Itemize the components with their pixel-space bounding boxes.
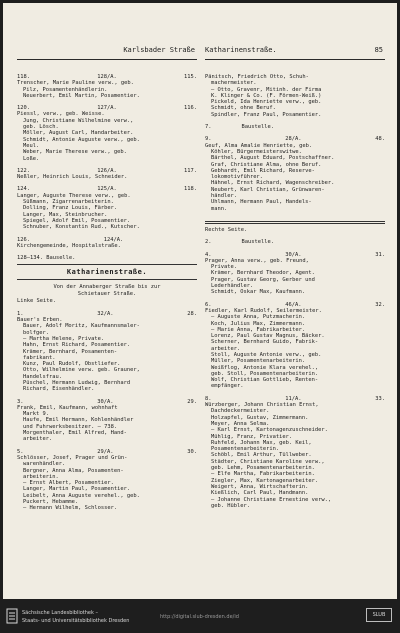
cadastre-number: 46/A. [285, 301, 302, 308]
cadastre-number: 125/A. [97, 186, 117, 193]
resident-line: mann. [211, 205, 228, 212]
resident-line: Fiedler, Karl Rudolf, Seilermeister. [205, 307, 322, 314]
resident-line: Bauer, Adolf Moritz, Kaufmannsmaler- [23, 323, 140, 330]
resident-line: Schlösser, Josef, Prager und Grün- [17, 454, 128, 461]
page-number: 85 [374, 46, 383, 54]
resident-line: Leibelt, Anna Auguste verehel., geb. [23, 492, 140, 499]
house-number: 3. [17, 398, 24, 405]
resident-line: Püschel, Hermann Ludwig, Bernhard [23, 379, 131, 386]
resident-line: Weißflog, Antonie Klara verehel., [211, 364, 319, 371]
insurance-number: 118. [184, 186, 197, 193]
resident-line: geb. Lösch. [23, 124, 59, 131]
street-section-title: Katharinenstraße. [66, 268, 148, 277]
cadastre-number: 11/A. [285, 395, 302, 402]
section-rule [17, 264, 197, 265]
insurance-number: 32. [375, 301, 385, 308]
resident-line: händler. [211, 193, 237, 200]
resident-line: Weigert, Anna, Wirtschafterin. [211, 483, 309, 490]
cadastre-number: 124/A. [103, 236, 124, 243]
resident-line: Frank, Emil, Kaufmann, wohnhaft [17, 404, 118, 411]
insurance-number: 28. [187, 310, 197, 317]
insurance-number: 117. [184, 167, 197, 174]
house-number: 8. [205, 395, 212, 402]
resident-line: Private. [211, 264, 237, 271]
header-right-label: Katharinenstraße. [205, 46, 277, 54]
resident-line: Würzberger, Johann Christian Ernst, [205, 402, 319, 409]
resident-line: — Otto, Gravenr, Mitinh. der Firma [211, 86, 322, 93]
resident-line: machermeister. [211, 80, 257, 87]
insurance-number: 33. [375, 395, 385, 402]
resident-line: Neßler, Heinrich Louis, Schneider. [17, 174, 128, 181]
resident-line: Bärthel, August Eduard, Postschaffner. [211, 155, 335, 162]
resident-line: geb. Hübler. [211, 502, 250, 509]
resident-line: Schöbl, Emil Arthur, Tüllweber. [211, 452, 312, 459]
library-logo-icon [6, 608, 18, 624]
resident-line: — Martha Helene, Private. [23, 335, 105, 342]
resident-line: Gebhardt, Emil Richard, Reserve- [211, 167, 315, 174]
cadastre-number: 128/A. [97, 74, 117, 80]
footer-badge: SLUB [366, 608, 392, 622]
resident-line: arbeiter. [211, 345, 241, 352]
resident-line: — Auguste Anna, Putzmacherin. [211, 314, 306, 321]
resident-line: Langer, Auguste Therese verw., geb. [17, 192, 131, 199]
resident-line: Lorenz, Paul Gustav Magnus, Bäcker. [211, 333, 325, 340]
resident-line: Schnuber, Konstantin Rud., Kutscher. [23, 224, 140, 231]
resident-line: Piessl, verw., geb. Weisse. [17, 111, 105, 118]
resident-line: Müller, Posamentenarbeiterin. [211, 358, 306, 365]
footer-institution-1: Sächsische Landesbibliothek – [22, 610, 98, 616]
cadastre-number: 32/A. [97, 310, 114, 317]
resident-line: Kunz, Paul Rudolf, Obstliefer. [23, 361, 121, 368]
resident-line: Puckert, Hebamme. [23, 499, 79, 506]
resident-line: Köhler, Bürgermeisterswitwe. [211, 148, 302, 155]
resident-line: Meul. [23, 142, 40, 149]
resident-line: Schmidt, Antonie Auguste verw., geb. [23, 136, 140, 143]
resident-line: Weber, Marie Therese verw., geb. [23, 149, 127, 156]
cadastre-number: 127/A. [97, 105, 117, 112]
resident-line: Spiegel, Adolf Emil, Posamentier. [23, 217, 131, 224]
resident-line: Geuf, Alma Amalie Henriette, geb. [205, 142, 313, 149]
resident-line: Prager, Gustav Georg, Gerber und [211, 276, 315, 283]
resident-line: Morgenthaler, Emil Alfred, Hand- [23, 430, 127, 437]
resident-line: empfänger. [211, 383, 244, 390]
resident-line: — Johanne Christiane Ernestine verw., [211, 496, 332, 503]
resident-line: Neuerbert, Emil Martin, Posamentier. [23, 92, 140, 99]
footer-institution-2: Staats- und Universitätsbibliothek Dresden [22, 618, 130, 624]
resident-line: Bauer's Erben. [17, 317, 63, 324]
resident-line: Mühlig, Franz, Privatier. [211, 433, 293, 440]
street-section-subtitle-2: Schietauer Straße. [77, 291, 137, 298]
resident-line: Richard, Eisenhändler. [23, 386, 95, 393]
house-number: 2. [205, 239, 212, 246]
section-rule [205, 221, 385, 224]
document-page [3, 3, 397, 599]
resident-line: Kießlich, Carl Paul, Handmann. [211, 490, 309, 497]
resident-line: Neubert, Karl Christian, Grünwaren- [211, 186, 325, 193]
cadastre-number: 30/A. [285, 251, 302, 258]
resident-line: Städter, Christiane Karoline verw., [211, 458, 325, 465]
house-number: 120. [17, 105, 30, 112]
resident-line: Jung, Christiane Wilhelmine verw., [23, 117, 134, 124]
resident-line: Schmidt, ohne Beruf. [211, 105, 276, 112]
resident-line: Langer, Martin Paul, Posamentier. [23, 486, 131, 493]
house-number: 118. [17, 74, 30, 80]
insurance-number: 31. [375, 251, 385, 258]
resident-line: Pänitsch, Friedrich Otto, Schuh- [205, 74, 309, 80]
side-label: Rechte Seite. [205, 226, 248, 233]
resident-line: geb. Lehm, Posamentenarbeiterin. [211, 465, 315, 472]
resident-line: K. Klinger & Co. (F. Förmen-Weiß.) [211, 92, 322, 99]
resident-line: Krämer, Bernhard, Posamenten- [23, 348, 118, 355]
resident-line: Markt 9. [23, 411, 49, 418]
house-number: 6. [205, 301, 212, 308]
resident-line: fabrikant. [23, 354, 56, 361]
resident-line: — Marie Anna, Fabrikarbeiter. [211, 326, 306, 333]
resident-line: Handelsfrau. [23, 373, 62, 380]
resident-line: Hähnel, Ernst Richard, Wagenschreiber. [211, 180, 335, 187]
cadastre-number: 28/A. [285, 136, 302, 143]
entry-gap [205, 509, 385, 515]
header-left-label: Karlsbader Straße [123, 46, 195, 54]
resident-line: Posamentenarbeiterin. [211, 446, 280, 453]
resident-line: lokomotivführer. [211, 174, 263, 181]
resident-line: Süßmann, Zigarrenarbeiterin. [23, 199, 114, 206]
resident-line: — Karl Ernst, Kartonagenzuschneider. [211, 427, 328, 434]
resident-line: — Hermann Wilhelm, Schlosser. [23, 505, 118, 512]
building-site-line: 128–134. Bauselle. [17, 255, 76, 262]
street-section-subtitle-1: Von der Annaberger Straße bis zur [53, 284, 161, 291]
building-site-label: Baustelle. [241, 239, 274, 246]
resident-line: Krämer, Bernhard Theodor, Agent. [211, 270, 315, 277]
resident-line: Haufe, Emil Hermann, Kohlenhändler [23, 417, 134, 424]
resident-line: Prager, Anna verw., geb. Freund, [205, 257, 309, 264]
resident-line: Holzapfel, Gustav, Zimmermann. [211, 414, 309, 421]
left-column [17, 3, 197, 518]
house-number: 122. [17, 167, 30, 174]
side-label: Linke Seite. [17, 298, 56, 305]
resident-line: — Ernst Albert, Posamentier. [23, 480, 114, 487]
insurance-number: 115. [184, 74, 197, 80]
resident-line: Meyer, Anna Selma. [211, 420, 270, 427]
resident-line: Ruhfeld, Johann Max, geb. Keil, [211, 439, 312, 446]
resident-line: Schmidt, Oskar Max, Kaufmann. [211, 289, 306, 296]
resident-line: Dachdeckermeister. [211, 408, 270, 415]
house-number: 126. [17, 236, 30, 243]
entry-gap [205, 212, 385, 218]
resident-line: Spindler, Franz Paul, Posamentier. [211, 111, 322, 118]
page-header [205, 45, 385, 60]
resident-line: Bergner, Anna Alma, Posamenten- [23, 467, 124, 474]
resident-line: Trenscher, Marie Pauline verw., geb. [17, 80, 134, 87]
resident-line: arbeiter. [23, 436, 53, 443]
cadastre-number: 29/A. [97, 448, 114, 455]
resident-line: Lederhändler. [211, 283, 254, 290]
resident-line: Loße. [23, 155, 40, 162]
resident-line: — Elfe Martha, Fabrikarbeiterin. [211, 471, 315, 478]
resident-line: Stoll, Auguste Antonie verw., geb. [211, 351, 322, 358]
insurance-number: 116. [184, 105, 197, 112]
resident-line: Ziegler, Max, Kartonagenarbeiter. [211, 477, 319, 484]
house-number: 4. [205, 251, 212, 258]
house-number: 124. [17, 186, 30, 193]
resident-line: und Fuhrwerksbesitzer. — 738. [23, 423, 118, 430]
resident-line: Hahn, Ernst Richard, Posamentier. [23, 342, 131, 349]
entry-gap [17, 512, 197, 518]
resident-line: warenhändler. [23, 461, 66, 468]
cadastre-number: 126/A. [97, 167, 117, 174]
insurance-number: 30. [187, 448, 197, 455]
insurance-number: 29. [187, 398, 197, 405]
resident-line: Otto, Wilhelmine verw. geb. Grauner, [23, 367, 140, 374]
resident-line: Möller, August Carl, Handarbeiter. [23, 130, 134, 137]
house-number: 7. [205, 124, 212, 131]
page-header [17, 45, 197, 60]
resident-line: Wolf, Christian Gottlieb, Renten- [211, 377, 319, 384]
right-column [205, 3, 385, 515]
resident-line: arbeiterin. [23, 473, 59, 480]
resident-line: Pickeld, Ida Henriette verw., geb. [211, 99, 322, 106]
resident-line: Uhlmann, Hermann Paul, Handels- [211, 199, 312, 206]
house-number: 9. [205, 136, 212, 143]
resident-line: Kirchengemeinde, Hospitalstraße. [17, 242, 121, 249]
footer-url[interactable]: http://digital.slub-dresden.de/id [160, 614, 239, 620]
section-rule [17, 279, 197, 280]
resident-line: Pilz, Posamentenhändlerin. [23, 86, 108, 93]
house-number: 5. [17, 448, 24, 455]
resident-line: Koch, Julius Max, Zimmermann. [211, 320, 306, 327]
building-site-label: Baustelle. [241, 124, 274, 131]
cadastre-number: 30/A. [97, 398, 114, 405]
resident-line: Graf, Christiane Alma, ohne Beruf. [211, 161, 322, 168]
insurance-number: 48. [375, 136, 385, 143]
resident-line: Dolling, Franz Louis, Färber. [23, 205, 118, 212]
resident-line: geb. Stoll, Posamentenarbeiterin. [211, 370, 319, 377]
resident-line: bolfger. [23, 329, 49, 336]
resident-line: Langer, Max, Steinbrucher. [23, 211, 108, 218]
house-number: 1. [17, 310, 24, 317]
resident-line: Scherner, Bernhard Guido, Fabrik- [211, 339, 319, 346]
